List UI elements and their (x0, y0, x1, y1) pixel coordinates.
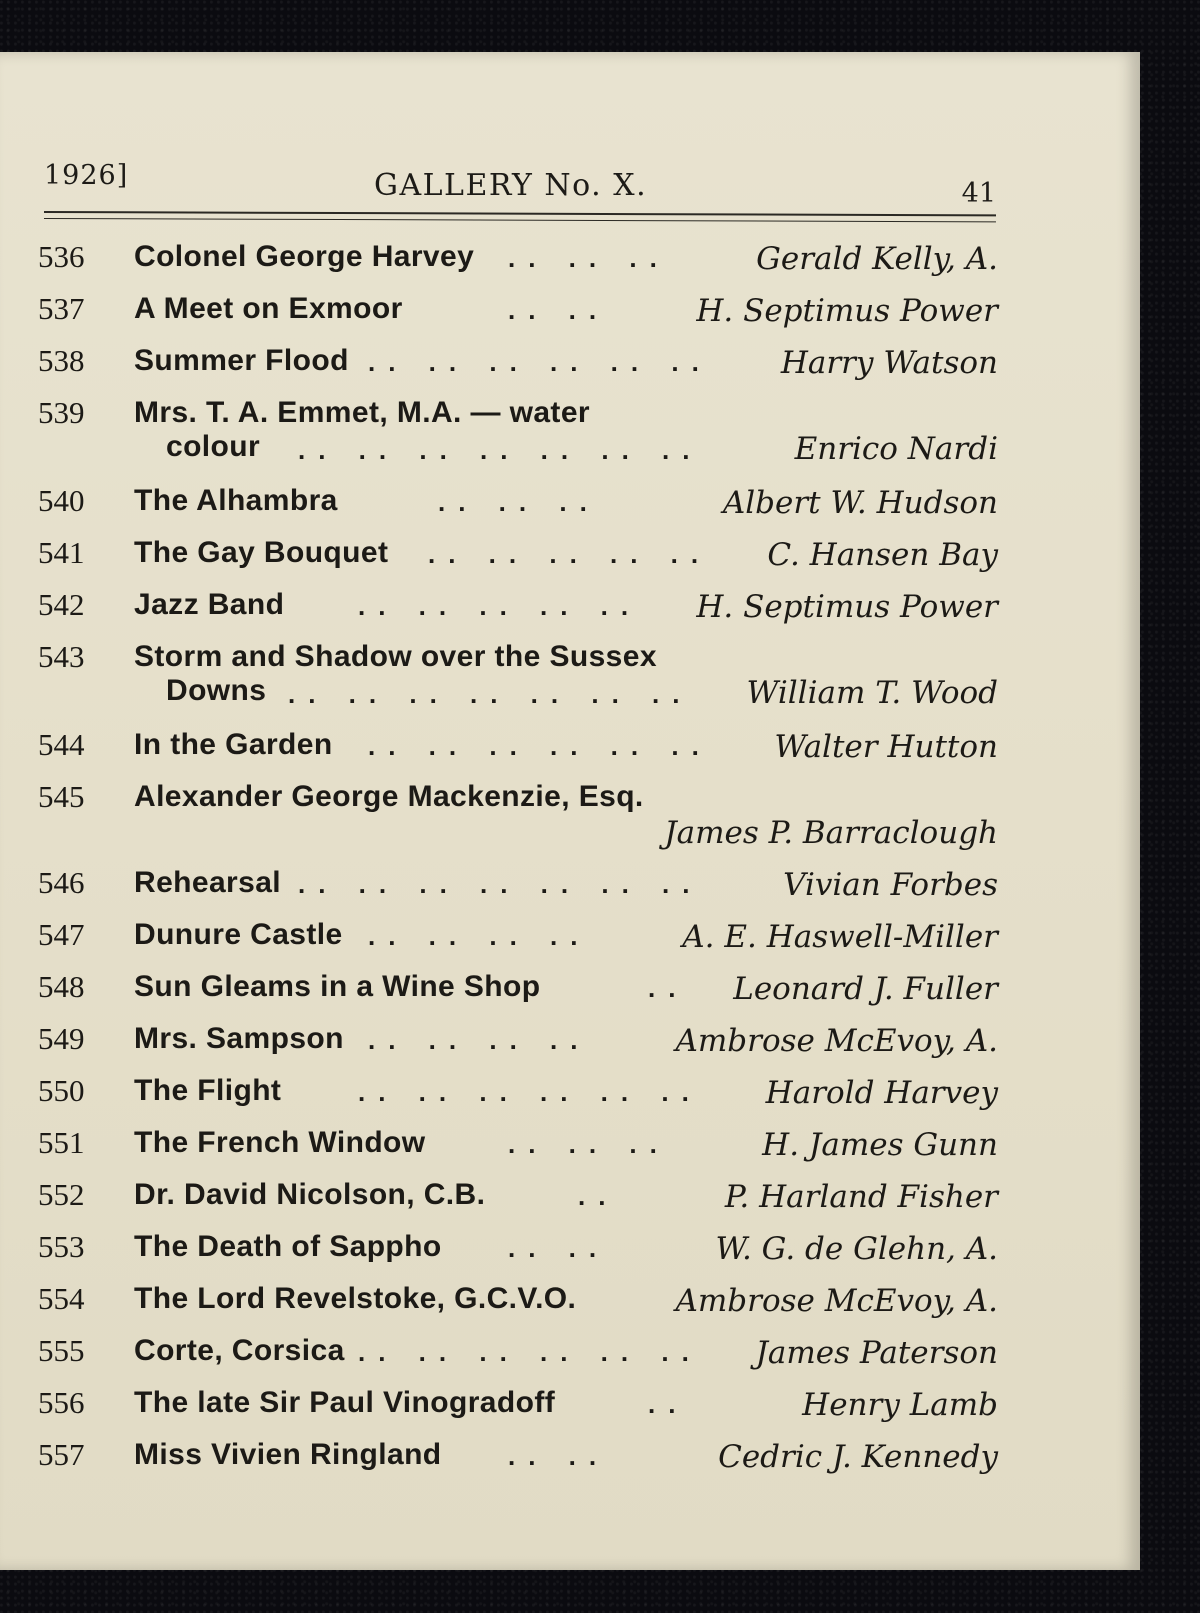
catalogue-entry-557 (38, 1438, 998, 1490)
dot-leader: .. .. .. .. .. .. .. (298, 435, 703, 465)
entry-title: Colonel George Harvey (134, 240, 475, 273)
entry-title-continuation: Downs (166, 674, 267, 707)
entry-artist: Cedric J. Kennedy (718, 1439, 998, 1475)
entry-artist: Vivian Forbes (783, 867, 998, 903)
entry-title: Dr. David Nicolson, C.B. (134, 1178, 486, 1211)
entry-title: Corte, Corsica (134, 1334, 345, 1367)
entry-number: 538 (38, 343, 85, 378)
catalogue-entry-539 (38, 396, 998, 484)
dot-leader: .. .. (508, 1441, 610, 1471)
entry-number: 557 (38, 1437, 85, 1472)
dot-leader: .. .. .. .. .. .. .. (288, 679, 693, 709)
entry-title: In the Garden (134, 728, 333, 761)
catalogue-entry-553 (38, 1230, 998, 1282)
entry-number: 536 (38, 239, 85, 274)
entry-number: 537 (38, 291, 85, 326)
entry-number: 550 (38, 1073, 85, 1108)
dot-leader: .. .. .. .. .. .. (368, 731, 712, 761)
entry-artist: James P. Barraclough (664, 815, 998, 851)
catalogue-entry-549 (38, 1022, 998, 1074)
catalogue-entry-543 (38, 640, 998, 728)
entry-number: 556 (38, 1385, 85, 1420)
dot-leader: .. .. .. .. .. .. (368, 347, 712, 377)
catalogue-entry-537 (38, 292, 998, 344)
entry-artist: W. G. de Glehn, A. (715, 1231, 998, 1267)
dot-leader: .. .. .. (508, 243, 670, 273)
entry-artist: Ambrose McEvoy, A. (675, 1283, 998, 1319)
entry-title: The Flight (134, 1074, 282, 1107)
entry-number: 544 (38, 727, 85, 762)
catalogue-entry-544 (38, 728, 998, 780)
entry-number: 546 (38, 865, 85, 900)
entry-title: The Lord Revelstoke, G.C.V.O. (134, 1282, 577, 1315)
header-year: 1926] (44, 160, 129, 191)
entry-title: Summer Flood (134, 344, 349, 377)
dot-leader: .. .. (508, 295, 610, 325)
dot-leader: .. (648, 973, 689, 1003)
entry-title: The Alhambra (134, 484, 338, 517)
catalogue-entry-540 (38, 484, 998, 536)
entry-number: 541 (38, 535, 85, 570)
entry-artist: Harold Harvey (765, 1075, 998, 1111)
entry-title: Rehearsal (134, 866, 282, 899)
dot-leader: .. .. .. (438, 487, 600, 517)
entry-artist: Henry Lamb (802, 1387, 998, 1423)
dot-leader: .. .. .. (508, 1129, 670, 1159)
entry-title: Mrs. T. A. Emmet, M.A. — water (134, 396, 590, 429)
entry-artist: H. Septimus Power (696, 589, 998, 625)
entry-number: 547 (38, 917, 85, 952)
dot-leader: .. .. .. .. (368, 921, 591, 951)
dot-leader: .. .. .. .. .. (428, 539, 712, 569)
dot-leader: .. .. .. .. .. (358, 591, 642, 621)
entry-artist: Albert W. Hudson (722, 485, 998, 521)
entry-artist: C. Hansen Bay (767, 537, 998, 573)
entry-title: Storm and Shadow over the Sussex (134, 640, 657, 673)
entry-number: 543 (38, 639, 85, 674)
catalogue-list (38, 240, 998, 1490)
catalogue-entry-552 (38, 1178, 998, 1230)
catalogue-entry-546 (38, 866, 998, 918)
page-number: 41 (961, 178, 996, 209)
entry-title: The Gay Bouquet (134, 536, 389, 569)
entry-artist: Walter Hutton (774, 729, 998, 765)
page-header (44, 160, 996, 210)
entry-artist: Ambrose McEvoy, A. (675, 1023, 998, 1059)
header-rule (44, 211, 996, 222)
entry-artist: Enrico Nardi (794, 431, 998, 467)
entry-number: 554 (38, 1281, 85, 1316)
dot-leader: .. (578, 1181, 619, 1211)
dot-leader: .. .. .. .. .. .. (358, 1337, 702, 1367)
entry-number: 552 (38, 1177, 85, 1212)
dot-leader: .. .. .. .. .. .. .. (298, 869, 703, 899)
entry-artist: H. Septimus Power (696, 293, 998, 329)
entry-title: Miss Vivien Ringland (134, 1438, 442, 1471)
catalogue-entry-550 (38, 1074, 998, 1126)
entry-number: 555 (38, 1333, 85, 1368)
catalogue-entry-548 (38, 970, 998, 1022)
catalogue-entry-536 (38, 240, 998, 292)
entry-title: Sun Gleams in a Wine Shop (134, 970, 541, 1003)
entry-title: The late Sir Paul Vinogradoff (134, 1386, 556, 1419)
entry-number: 549 (38, 1021, 85, 1056)
entry-title: Mrs. Sampson (134, 1022, 344, 1055)
entry-number: 548 (38, 969, 85, 1004)
catalogue-entry-538 (38, 344, 998, 396)
catalogue-entry-555 (38, 1334, 998, 1386)
entry-title: The French Window (134, 1126, 426, 1159)
entry-number: 542 (38, 587, 85, 622)
entry-title: The Death of Sappho (134, 1230, 442, 1263)
entry-number: 539 (38, 395, 85, 430)
entry-artist: P. Harland Fisher (724, 1179, 998, 1215)
entry-artist: Gerald Kelly, A. (756, 241, 998, 277)
gallery-title: GALLERY No. X. (374, 168, 648, 203)
catalogue-page (0, 52, 1140, 1570)
catalogue-entry-551 (38, 1126, 998, 1178)
entry-artist: Harry Watson (780, 345, 998, 381)
entry-number: 553 (38, 1229, 85, 1264)
dot-leader: .. .. .. .. .. .. (358, 1077, 702, 1107)
entry-artist: H. James Gunn (762, 1127, 998, 1163)
catalogue-entry-547 (38, 918, 998, 970)
dot-leader: .. .. .. .. (368, 1025, 591, 1055)
entry-artist: James Paterson (755, 1335, 998, 1371)
catalogue-entry-541 (38, 536, 998, 588)
entry-artist: A. E. Haswell-Miller (682, 919, 998, 955)
catalogue-entry-556 (38, 1386, 998, 1438)
entry-number: 551 (38, 1125, 85, 1160)
entry-title: Alexander George Mackenzie, Esq. (134, 780, 644, 813)
dot-leader: .. .. (508, 1233, 610, 1263)
entry-title-continuation: colour (166, 430, 261, 463)
entry-number: 545 (38, 779, 85, 814)
entry-number: 540 (38, 483, 85, 518)
catalogue-entry-545 (38, 780, 998, 866)
entry-title: A Meet on Exmoor (134, 292, 403, 325)
dot-leader: .. (648, 1389, 689, 1419)
entry-artist: William T. Wood (746, 675, 998, 711)
catalogue-entry-542 (38, 588, 998, 640)
entry-artist: Leonard J. Fuller (733, 971, 998, 1007)
entry-title: Dunure Castle (134, 918, 343, 951)
catalogue-entry-554 (38, 1282, 998, 1334)
entry-title: Jazz Band (134, 588, 285, 621)
